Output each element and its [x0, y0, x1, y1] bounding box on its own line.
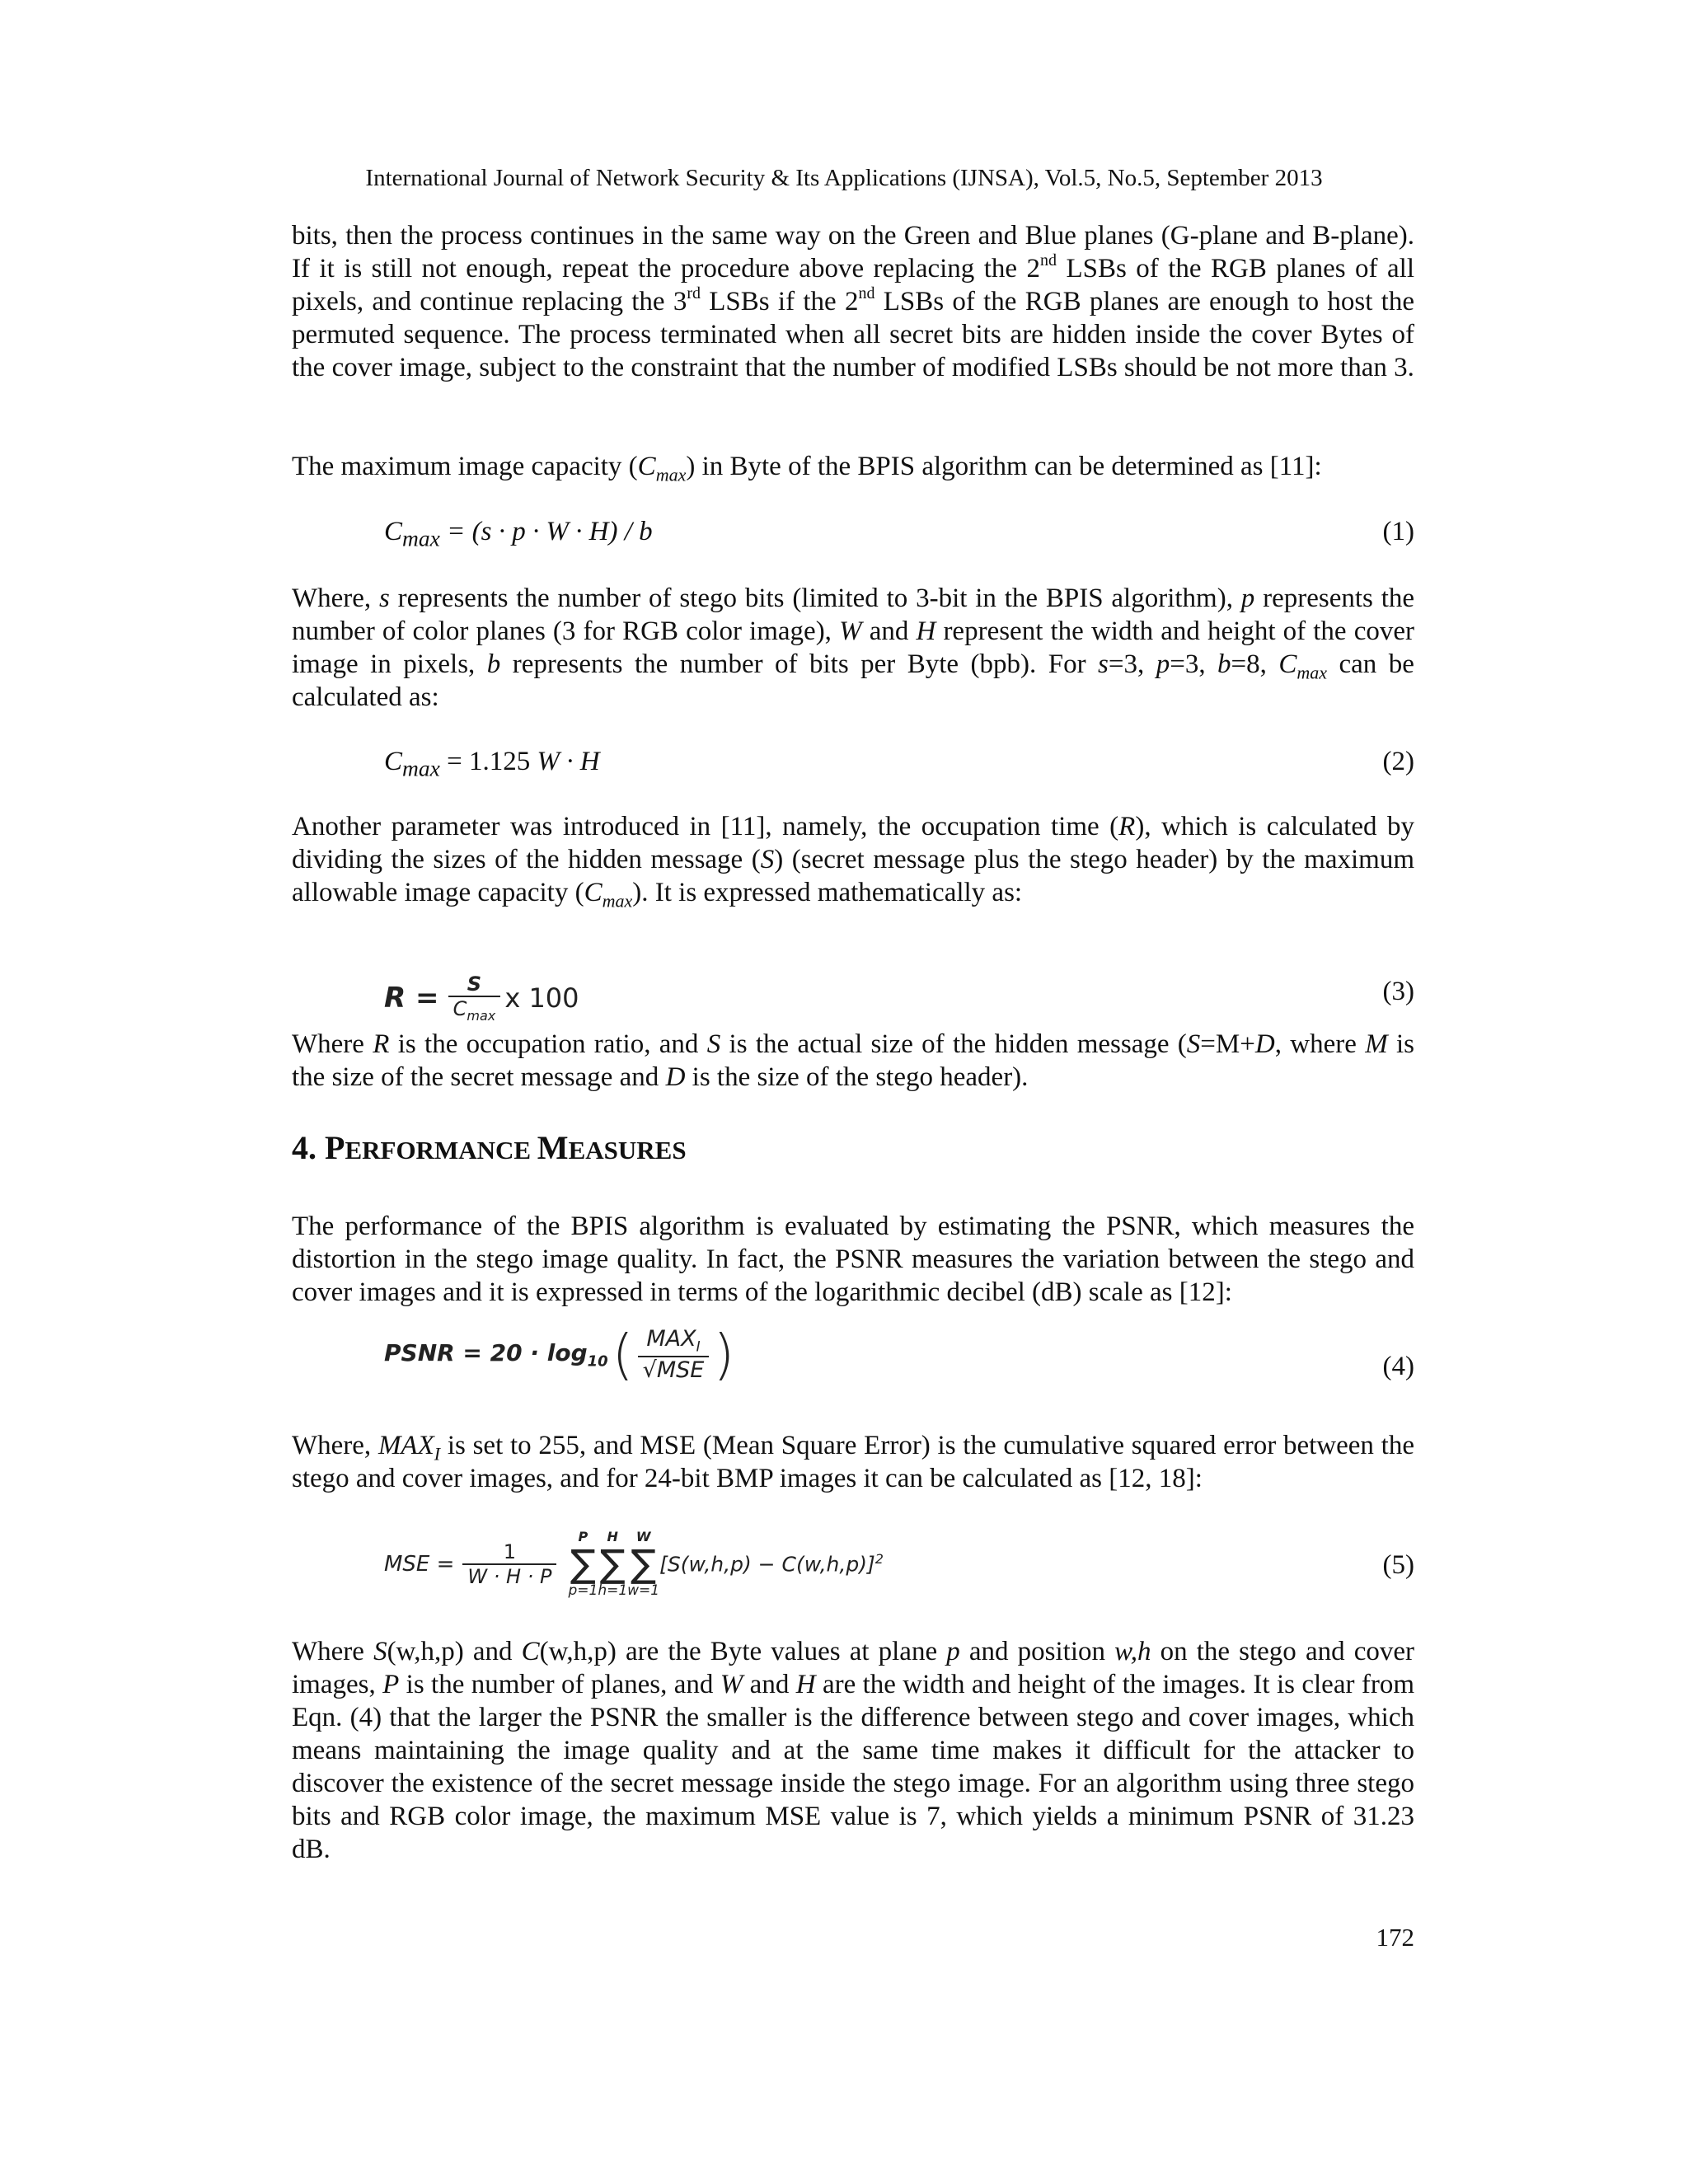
p3-text: represents the number of color planes (3 for RGB color image),: [292, 583, 1415, 646]
cmax-sub: max: [402, 755, 440, 781]
equation-1-expression: [384, 511, 653, 560]
equation-2: [384, 741, 1414, 782]
p8-text: and position: [959, 1637, 1115, 1666]
p1-text: bits, then the process continues in the same way on the Green and Blue planes (G-plane and B-plane). If it is still not enough, repeat the procedure above replacing the 2: [292, 221, 1414, 284]
p3-text: can be calculated as:: [292, 649, 1414, 712]
eq5-body: [659, 1551, 884, 1576]
var-s: s: [1098, 649, 1109, 679]
eq4-numerator: [638, 1326, 710, 1357]
p2-text: ) in Byte of the BPIS algorithm can be determined as [11]:: [686, 452, 1322, 481]
cmax-sub: max: [602, 890, 633, 912]
eq4-fraction: [638, 1326, 710, 1382]
equation-5-number: (5): [1382, 1550, 1414, 1580]
eq2-product: W · H: [537, 747, 600, 776]
sum-p-top: P: [578, 1529, 588, 1544]
p5-text: is the occupation ratio, and: [389, 1029, 707, 1059]
p4-text: Another parameter was introduced in [11], namely, the occupation time (: [292, 812, 1119, 841]
p3-text: represents the number of stego bits (limited to 3-bit in the BPIS algorithm),: [389, 583, 1241, 613]
cmax-symbol: C: [384, 747, 403, 776]
sum-h-bottom: h=1: [598, 1582, 628, 1599]
sigma-icon: ∑: [599, 1541, 626, 1586]
sum-p-bottom: p=1: [568, 1582, 598, 1599]
p1-text: LSBs of the RGB planes of all pixels, and continue replacing the 3: [292, 254, 1414, 316]
var-p: p: [1156, 649, 1170, 679]
heading-smallcaps: EASURES: [568, 1136, 687, 1165]
p8-text: are the width and height of the images. It is clear from Eqn. (4) that the larger the PSNR the smaller is the difference between stego and cover images, which means maintaining the image quality and at the same time makes it difficult for the attacker to discover the existence of the secret message inside the stego image. For an algorithm using three stego bits and RGB color image, the maximum MSE value is 7, which yields a minimum PSNR of 31.23 dB.: [292, 1670, 1414, 1864]
sigma-icon: ∑: [570, 1541, 596, 1586]
cmax-symbol: C: [584, 878, 603, 907]
equation-2-expression: [384, 741, 600, 790]
heading-smallcaps: ERFORMANCE: [345, 1136, 537, 1165]
eq1-rhs: = (s · p · W · H) / b: [439, 517, 653, 546]
var-w: W: [839, 616, 862, 646]
equation-3: [384, 972, 579, 1030]
p5-text: is the size of the stego header).: [685, 1062, 1029, 1092]
ordinal-sup: nd: [858, 284, 875, 302]
var-d: D: [665, 1062, 686, 1092]
equation-3-number: (3): [1382, 977, 1414, 1006]
paragraph-7: [292, 1429, 1414, 1495]
eq4-denominator: √MSE: [642, 1357, 705, 1383]
p7-text: Where,: [292, 1431, 378, 1460]
sum-w: [627, 1529, 659, 1599]
eq3-den-c: C: [452, 997, 467, 1020]
var-s: s: [379, 583, 390, 613]
var-m: M: [1365, 1029, 1388, 1059]
p8-text: is the number of planes, and: [399, 1670, 720, 1699]
var-s: S: [706, 1029, 721, 1059]
equation-1-number: (1): [1382, 517, 1414, 546]
p5-text: Where: [292, 1029, 373, 1059]
sum-h-top: H: [607, 1529, 618, 1544]
cmax-sub: max: [1296, 662, 1328, 683]
p8-text: Where: [292, 1637, 374, 1666]
equation-4: [384, 1323, 734, 1397]
var-w: W: [720, 1670, 743, 1699]
p8-text: are the Byte values at plane: [616, 1637, 947, 1666]
left-paren-icon: (: [612, 1323, 634, 1386]
var-s: S: [373, 1637, 387, 1666]
p3-text: =8,: [1231, 649, 1279, 679]
heading-cap: M: [537, 1129, 569, 1166]
cmax-symbol: C: [384, 517, 403, 546]
cmax-symbol: C: [637, 452, 656, 481]
var-b: b: [1217, 649, 1231, 679]
sum-p: [568, 1529, 598, 1599]
p1-text: LSBs if the 2: [701, 287, 859, 316]
section-heading: [292, 1127, 687, 1171]
eq3-lhs: R =: [384, 981, 439, 1015]
var-s: S: [760, 845, 775, 874]
p4-text: ) (secret message plus the stego header) by the maximum allowable image capacity (: [292, 845, 1414, 907]
paragraph-8: [292, 1635, 1414, 1866]
eq5-fraction: [462, 1540, 556, 1588]
var-s: S: [1186, 1029, 1201, 1059]
max-sub: I: [434, 1443, 441, 1465]
eq4-num-sub: I: [696, 1338, 701, 1356]
equation-5: [384, 1516, 884, 1611]
var-r: R: [373, 1029, 390, 1059]
eq4-lhs-text: PSNR = 20 · log: [384, 1338, 588, 1366]
p7-text: is set to 255, and MSE (Mean Square Error) is the cumulative squared error between the stego and cover images, and for 24-bit BMP images it can be calculated as [12, 18]:: [292, 1431, 1414, 1493]
p3-text: =3,: [1108, 649, 1156, 679]
heading-number: 4.: [292, 1129, 325, 1166]
eq5-numerator: 1: [462, 1540, 556, 1565]
paragraph-6: The performance of the BPIS algorithm is evaluated by estimating the PSNR, which measures the distortion in the stego image quality. In fact, the PSNR measures the variation between the stego and cover images and it is expressed in terms of the logarithmic decibel (dB) scale as [12]:: [292, 1212, 1414, 1307]
running-header: International Journal of Network Security & Its Applications (IJNSA), Vol.5, No.5, September 2013: [365, 165, 1323, 191]
p2-text: The maximum image capacity (: [292, 452, 638, 481]
paragraph-5: [292, 1028, 1414, 1094]
paragraph-1: [292, 219, 1414, 384]
cmax-sub: max: [402, 525, 440, 551]
cmax-symbol: C: [1278, 649, 1297, 679]
eq5-body-text: [S(w,h,p) − C(w,h,p)]: [659, 1552, 875, 1577]
page-number: 172: [1376, 1923, 1414, 1952]
eq5-denominator: W · H · P: [467, 1564, 552, 1588]
cmax-sub: max: [655, 464, 687, 485]
paragraph-4: [292, 810, 1414, 912]
paragraph-3: [292, 582, 1414, 714]
ordinal-sup: nd: [1040, 251, 1057, 269]
eq4-num-text: MAX: [646, 1326, 696, 1352]
var-d: D: [1254, 1029, 1275, 1059]
eq5-power: 2: [874, 1551, 884, 1568]
p5-text: =M+: [1200, 1029, 1255, 1059]
p5-text: , where: [1274, 1029, 1366, 1059]
p5-text: is the size of the secret message and: [292, 1029, 1415, 1092]
p8-text: on the stego and cover images,: [292, 1637, 1414, 1699]
eq3-den-sub: max: [467, 1007, 496, 1024]
eq3-fraction: [448, 972, 501, 1024]
eq4-log-sub: 10: [587, 1352, 608, 1371]
args-whp: (w,h,p): [539, 1637, 617, 1666]
var-h: H: [916, 616, 936, 646]
heading-cap: P: [325, 1129, 345, 1166]
p5-text: is the actual size of the hidden message (: [720, 1029, 1187, 1059]
p1-text: LSBs of the RGB planes are enough to host the permuted sequence. The process terminated when all secret bits are hidden inside the cover Bytes of the cover image, subject to the constraint that the number of modified LSBs should be not more than 3.: [292, 287, 1414, 382]
var-c: C: [521, 1637, 540, 1666]
var-max: MAX: [377, 1431, 434, 1460]
equation-2-number: (2): [1382, 747, 1414, 776]
var-p-upper: P: [382, 1670, 400, 1699]
var-p: p: [946, 1637, 960, 1666]
sigma-icon: ∑: [631, 1541, 657, 1586]
sum-w-top: W: [635, 1529, 651, 1544]
var-p: p: [1240, 583, 1255, 613]
eq3-denominator: [448, 997, 501, 1024]
eq3-tail: x 100: [504, 982, 579, 1014]
eq4-lhs: [384, 1338, 608, 1371]
p4-text: ). It is expressed mathematically as:: [632, 878, 1023, 907]
var-b: b: [486, 649, 501, 679]
equation-4-number: (4): [1382, 1352, 1414, 1381]
p3-text: and: [861, 616, 917, 646]
sum-w-bottom: w=1: [627, 1582, 660, 1599]
sum-h: [598, 1529, 627, 1599]
p3-text: represent the width and height of the cover image in pixels,: [292, 616, 1414, 679]
paragraph-2: [292, 450, 1414, 483]
var-wh: w,h: [1114, 1637, 1151, 1666]
right-paren-icon: ): [713, 1323, 735, 1386]
var-h: H: [795, 1670, 816, 1699]
eq3-numerator: S: [448, 972, 501, 997]
p3-text: =3,: [1170, 649, 1218, 679]
eq5-lhs: MSE =: [384, 1551, 455, 1577]
p4-text: ), which is calculated by dividing the sizes of the hidden message (: [292, 812, 1414, 874]
equation-1: [384, 511, 1414, 552]
p3-text: represents the number of bits per Byte (bpb). For: [500, 649, 1099, 679]
var-r: R: [1118, 812, 1136, 841]
args-whp: (w,h,p): [387, 1637, 464, 1666]
p8-text: and: [463, 1637, 522, 1666]
ordinal-sup: rd: [687, 284, 701, 302]
p8-text: and: [743, 1670, 796, 1699]
p3-text: Where,: [292, 583, 380, 613]
eq2-coefficient: = 1.125: [439, 747, 537, 776]
